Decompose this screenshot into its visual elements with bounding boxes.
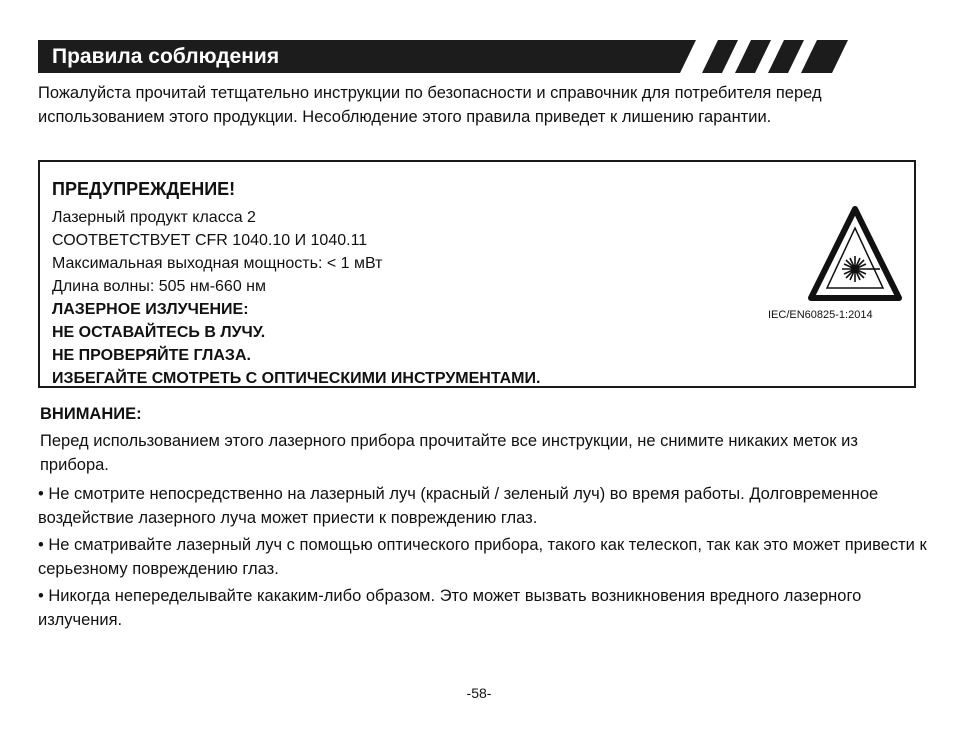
warning-title: ПРЕДУПРЕЖДЕНИЕ!	[52, 179, 236, 199]
warning-line: Максимальная выходная мощность: < 1 мВт	[52, 255, 383, 272]
bullet-item: • Не сматривайте лазерный луч с помощью оптического прибора, такого как телескоп, так как это может привести к серьезному повреждению глаз.	[38, 536, 927, 578]
warning-lines	[52, 206, 540, 390]
standard-label: IEC/EN60825-1:2014	[768, 309, 873, 321]
warning-box	[38, 160, 916, 388]
laser-warning-icon	[808, 206, 902, 307]
warning-line: Лазерный продукт класса 2	[52, 209, 256, 226]
warning-line: ЛАЗЕРНОЕ ИЗЛУЧЕНИЕ:	[52, 301, 249, 318]
warning-line: Длина волны: 505 нм-660 нм	[52, 278, 266, 295]
intro-paragraph: Пожалуйста прочитай тетщательно инструкции по безопасности и справочник для потребителя перед использованием этого продукции. Несоблюдение этого правила приведет к лишению гарантии.	[38, 84, 822, 126]
warning-line: НЕ ПРОВЕРЯЙТЕ ГЛАЗА.	[52, 347, 251, 364]
warning-line: СООТВЕТСТВУЕТ CFR 1040.10 И 1040.11	[52, 232, 368, 249]
bullet-item: • Не смотрите непосредственно на лазерный луч (красный / зеленый луч) во время работы. Долговременное воздействие лазерного луча может приести к повреждению глаз.	[38, 485, 879, 527]
caution-title: ВНИМАНИЕ:	[40, 405, 142, 423]
caution-paragraph: Перед использованием этого лазерного прибора прочитайте все инструкции, не снимите никаких меток из прибора.	[40, 432, 858, 474]
page-number: -58-	[466, 685, 492, 701]
bullet-item: • Никогда непеределывайте какаким-либо образом. Это может вызвать возникновения вредного лазерного излучения.	[38, 587, 862, 629]
section-title: Правила соблюдения	[52, 45, 280, 68]
warning-line: ИЗБЕГАЙТЕ СМОТРЕТЬ С ОПТИЧЕСКИМИ ИНСТРУМЕНТАМИ.	[52, 370, 541, 387]
warning-line: НЕ ОСТАВАЙТЕСЬ В ЛУЧУ.	[52, 324, 266, 341]
